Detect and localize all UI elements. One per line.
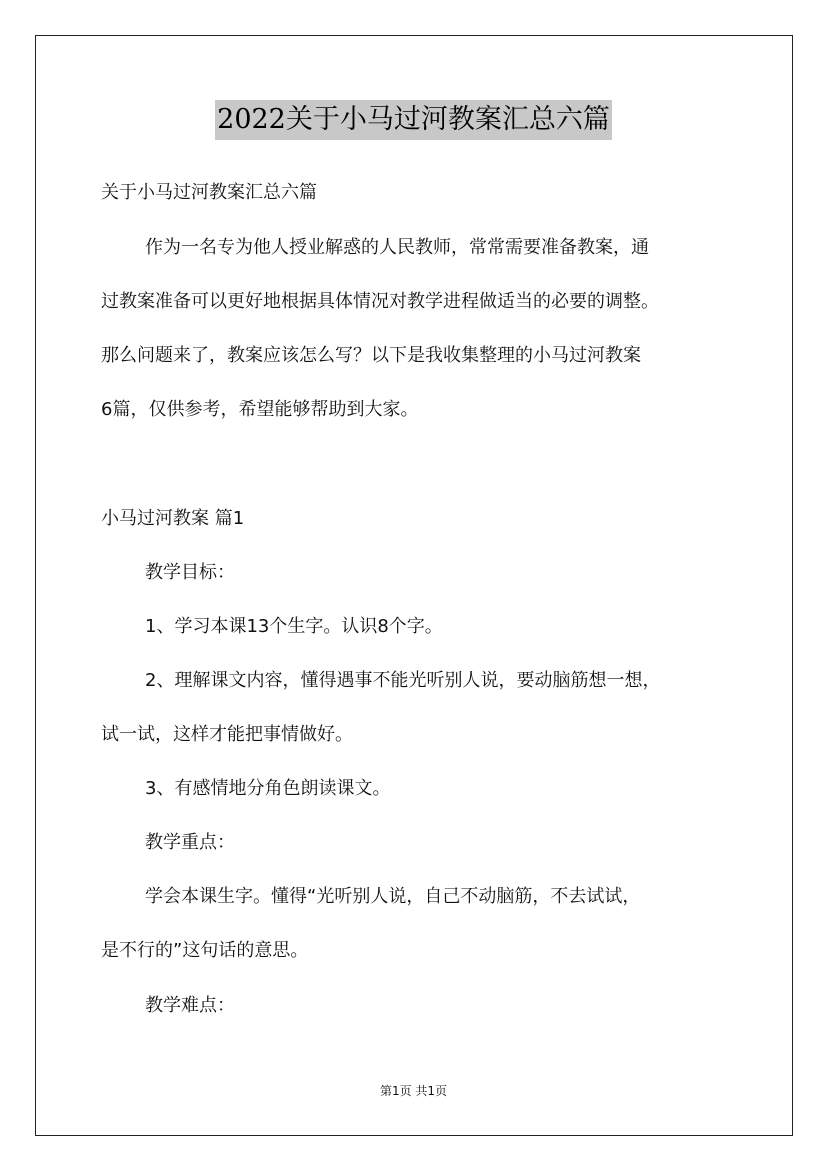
body-line: 3、有感情地分角色朗读课文。: [145, 778, 391, 799]
body-line: 教学难点：: [145, 995, 235, 1016]
document-subtitle: 关于小马过河教案汇总六篇: [101, 182, 317, 203]
page-number-footer: 第1页 共1页: [379, 1084, 448, 1098]
intro-line: 那么问题来了，教案应该怎么写？以下是我收集整理的小马过河教案: [101, 345, 641, 366]
body-line: 是不行的”这句话的意思。: [101, 940, 309, 961]
intro-line: 作为一名专为他人授业解惑的人民教师，常常需要准备教案，通: [145, 237, 649, 258]
body-line: 教学目标：: [145, 562, 235, 583]
body-line: 教学重点：: [145, 832, 235, 853]
section-heading: 小马过河教案 篇1: [101, 508, 245, 529]
document-title: 2022关于小马过河教案汇总六篇: [215, 100, 612, 140]
body-line: 2、理解课文内容，懂得遇事不能光听别人说，要动脑筋想一想，: [145, 670, 661, 691]
body-line: 试一试，这样才能把事情做好。: [101, 724, 353, 745]
intro-line: 6篇，仅供参考，希望能够帮助到大家。: [101, 399, 419, 420]
title-container: [0, 100, 827, 140]
intro-line: 过教案准备可以更好地根据具体情况对教学进程做适当的必要的调整。: [101, 291, 659, 312]
body-line: 学会本课生字。懂得“光听别人说，自己不动脑筋，不去试试，: [145, 886, 641, 907]
body-line: 1、学习本课13个生字。认识8个字。: [145, 616, 443, 637]
